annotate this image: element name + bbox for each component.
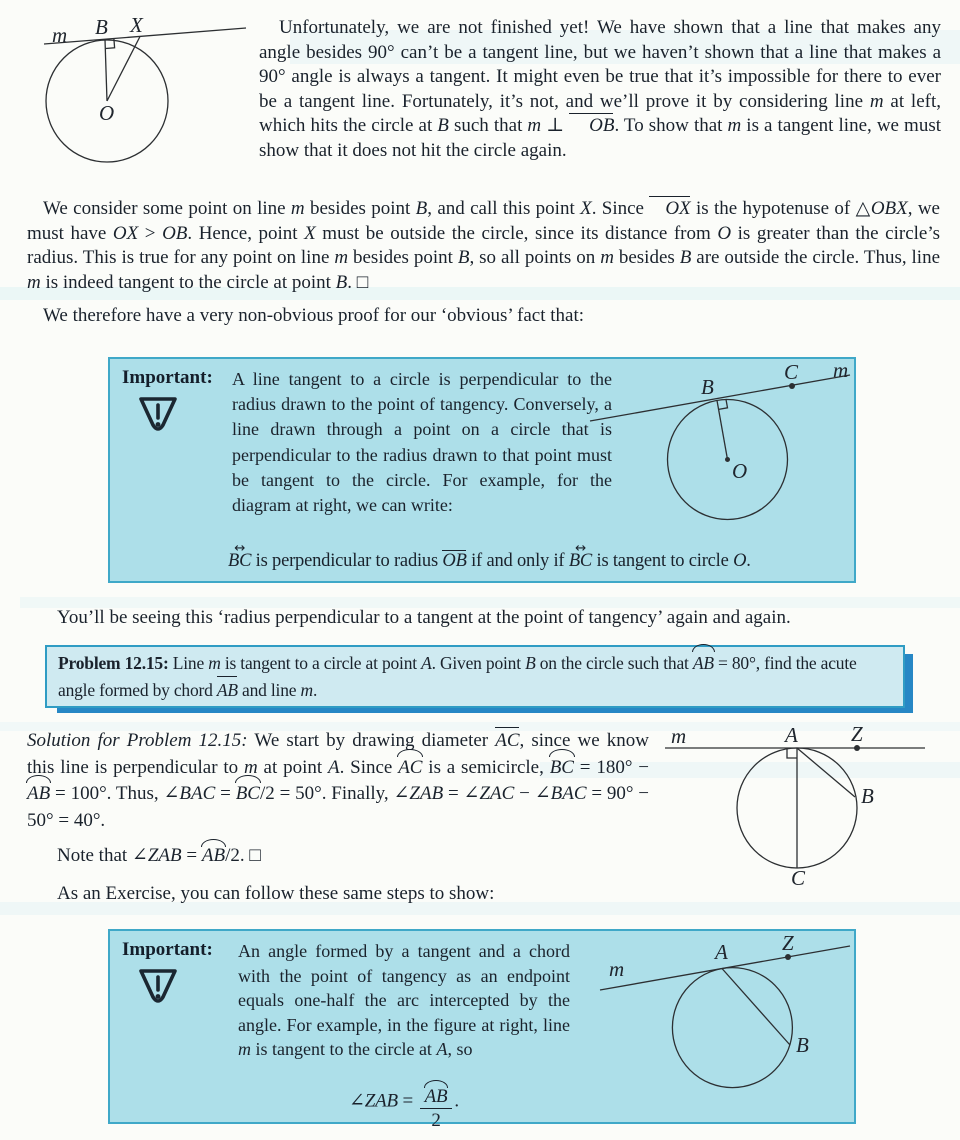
tangent-proof-diagram bbox=[30, 5, 260, 187]
label-B: B bbox=[701, 375, 714, 399]
warning-icon bbox=[136, 395, 180, 435]
segment-OX bbox=[107, 37, 140, 102]
right-angle-mark bbox=[787, 748, 797, 758]
label-B: B bbox=[796, 1033, 809, 1057]
warning-icon bbox=[136, 967, 180, 1007]
line-m bbox=[44, 28, 246, 44]
center-point-O bbox=[725, 457, 730, 462]
important-body: A line tangent to a circle is perpendicular to the radius drawn to the point of tangency. Conversely, a line drawn through a point on a circle that is perpendicular to the radius drawn to that point must be tangent to the circle. For example, for the diagram at right, we can write: bbox=[232, 369, 612, 516]
label-A: A bbox=[715, 940, 728, 964]
label-Z: Z bbox=[851, 725, 863, 746]
important-label: Important: bbox=[122, 367, 213, 388]
tangent-radius-diagram bbox=[586, 361, 856, 581]
important-body: An angle formed by a tangent and a chord with the point of tangency as an endpoint equals one-half the arc intercepted by the angle. For example, in the figure at right, line m is tangent to the circle at A, so bbox=[238, 941, 570, 1059]
label-A: A bbox=[785, 725, 798, 747]
label-O: O bbox=[99, 101, 115, 125]
solution-diagram bbox=[655, 725, 947, 893]
label-B: B bbox=[95, 15, 108, 39]
important-formula: ↔ BC is perpendicular to radius OB if and only if ↔ BC is tangent to circle O. bbox=[228, 551, 751, 572]
label-m: m bbox=[671, 725, 687, 748]
lead-in-line: We therefore have a very non-obvious proof for our ‘obvious’ fact that: bbox=[43, 305, 585, 326]
label-m: m bbox=[609, 957, 625, 981]
important-formula: ∠ZAB = $\frac{AB}{2}$ . bbox=[238, 1079, 570, 1132]
solution-note: Note that ∠ZAB = AB/2. □ bbox=[57, 845, 261, 866]
chord-AB bbox=[722, 969, 790, 1046]
label-C: C bbox=[784, 361, 799, 384]
label-X: X bbox=[130, 13, 143, 37]
label-C: C bbox=[791, 866, 806, 890]
important-label: Important: bbox=[122, 939, 213, 960]
tangent-chord-diagram bbox=[586, 931, 856, 1122]
label-O: O bbox=[732, 459, 748, 483]
tangent-note-line: You’ll be seeing this ‘radius perpendicular to a tangent at the point of tangency’ again and again. bbox=[57, 607, 791, 628]
label-m: m bbox=[52, 23, 68, 47]
important-box-tangent-chord bbox=[108, 929, 856, 1132]
label-Z: Z bbox=[782, 931, 794, 955]
label-B: B bbox=[861, 784, 874, 808]
label-m: m bbox=[833, 361, 849, 382]
problem-12-15-box: Problem 12.15: Line m is tangent to a circle at point A. Given point B on the circle such that AB = 80°, find the acute angle formed by chord AB and line m. bbox=[45, 645, 905, 708]
exercise-lead: As an Exercise, you can follow these same steps to show: bbox=[57, 883, 495, 904]
proof-paragraph: We consider some point on line m besides point B, and call this point X. Since OX is the hypotenuse of △OBX, we must have OX > OB. Hence, point X must be outside the circle, since its distance from O is greater than the circle’s radius. This is true for any point on line m besides point B, so all points on m besides B are outside the circle. Thus, line m is indeed tangent to the circle at point B. □ bbox=[27, 198, 941, 293]
important-box-tangent-perpendicular bbox=[108, 357, 856, 583]
solution-paragraph: Solution for Problem 12.15: We start by drawing diameter AC, since we know this line is perpendicular to m at point A. Since AC is a semicircle, BC = 180° − AB = 100°. Thus, ∠BAC = BC/2 = 50°. Finally, ∠ZAB = ∠ZAC − ∠BAC = 90° − 50° = 40°. bbox=[27, 730, 650, 831]
intro-paragraph: Unfortunately, we are not finished yet! We have shown that a line that makes any angle besides 90° can’t be a tangent line, but we haven’t shown that a line that makes a 90° angle is always a tangent. It might even be true that it’s impossible for there to ever be a tangent line. Fortunately, it’s not, and we’ll prove it by considering line m at left, which hits the circle at B such that m ⊥ OB. To show that m is a tangent line, we must show that it does not hit the circle again. bbox=[259, 17, 941, 161]
